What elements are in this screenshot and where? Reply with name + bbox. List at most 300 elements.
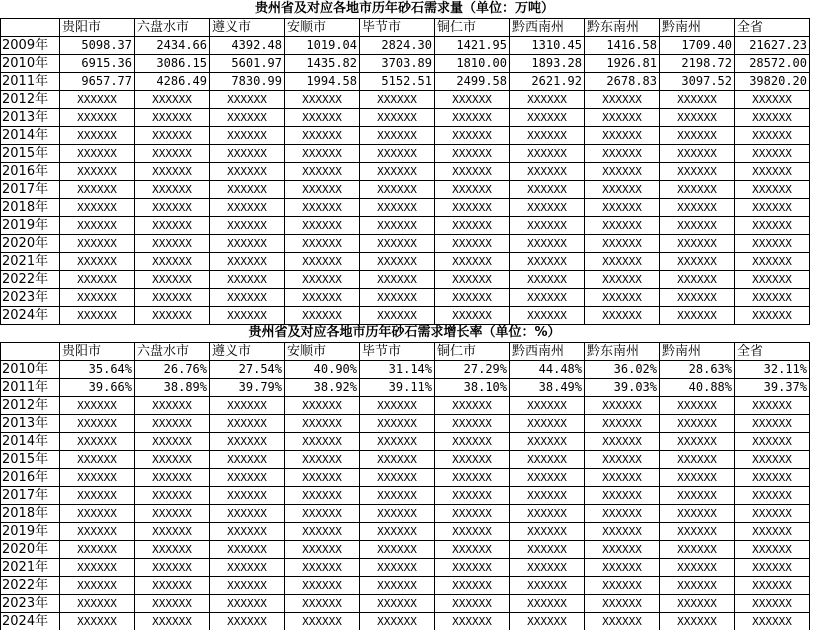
value-cell[interactable]: 5098.37: [60, 37, 135, 55]
value-cell[interactable]: XXXXXX: [285, 235, 360, 253]
value-cell[interactable]: XXXXXX: [60, 469, 135, 487]
column-header-cell[interactable]: 黔东南州: [585, 343, 660, 361]
value-cell[interactable]: XXXXXX: [660, 145, 735, 163]
value-cell[interactable]: 39820.20: [735, 73, 810, 91]
value-cell[interactable]: XXXXXX: [210, 217, 285, 235]
value-cell[interactable]: XXXXXX: [735, 109, 810, 127]
value-cell[interactable]: XXXXXX: [60, 433, 135, 451]
corner-cell[interactable]: [1, 343, 60, 361]
value-cell[interactable]: XXXXXX: [435, 415, 510, 433]
value-cell[interactable]: XXXXXX: [735, 289, 810, 307]
value-cell[interactable]: XXXXXX: [435, 451, 510, 469]
value-cell[interactable]: XXXXXX: [285, 559, 360, 577]
value-cell[interactable]: 9657.77: [60, 73, 135, 91]
value-cell[interactable]: 2824.30: [360, 37, 435, 55]
value-cell[interactable]: XXXXXX: [210, 469, 285, 487]
value-cell[interactable]: XXXXXX: [660, 181, 735, 199]
value-cell[interactable]: 1810.00: [435, 55, 510, 73]
value-cell[interactable]: XXXXXX: [660, 505, 735, 523]
value-cell[interactable]: XXXXXX: [585, 199, 660, 217]
year-cell[interactable]: 2010年: [1, 55, 60, 73]
value-cell[interactable]: XXXXXX: [360, 127, 435, 145]
value-cell[interactable]: 38.10%: [435, 379, 510, 397]
value-cell[interactable]: 35.64%: [60, 361, 135, 379]
value-cell[interactable]: XXXXXX: [585, 559, 660, 577]
year-cell[interactable]: 2009年: [1, 37, 60, 55]
value-cell[interactable]: XXXXXX: [285, 577, 360, 595]
value-cell[interactable]: XXXXXX: [60, 127, 135, 145]
value-cell[interactable]: XXXXXX: [135, 217, 210, 235]
value-cell[interactable]: XXXXXX: [135, 577, 210, 595]
value-cell[interactable]: XXXXXX: [585, 451, 660, 469]
value-cell[interactable]: 1310.45: [510, 37, 585, 55]
value-cell[interactable]: 38.92%: [285, 379, 360, 397]
value-cell[interactable]: XXXXXX: [510, 109, 585, 127]
value-cell[interactable]: XXXXXX: [660, 433, 735, 451]
value-cell[interactable]: XXXXXX: [585, 523, 660, 541]
value-cell[interactable]: 3097.52: [660, 73, 735, 91]
value-cell[interactable]: XXXXXX: [210, 235, 285, 253]
year-cell[interactable]: 2019年: [1, 217, 60, 235]
value-cell[interactable]: XXXXXX: [285, 217, 360, 235]
value-cell[interactable]: XXXXXX: [510, 181, 585, 199]
column-header-cell[interactable]: 贵阳市: [60, 343, 135, 361]
value-cell[interactable]: XXXXXX: [285, 145, 360, 163]
value-cell[interactable]: XXXXXX: [60, 289, 135, 307]
value-cell[interactable]: XXXXXX: [360, 289, 435, 307]
value-cell[interactable]: XXXXXX: [585, 613, 660, 631]
value-cell[interactable]: XXXXXX: [585, 397, 660, 415]
value-cell[interactable]: XXXXXX: [660, 523, 735, 541]
value-cell[interactable]: XXXXXX: [285, 289, 360, 307]
value-cell[interactable]: XXXXXX: [435, 397, 510, 415]
value-cell[interactable]: XXXXXX: [735, 217, 810, 235]
value-cell[interactable]: XXXXXX: [360, 541, 435, 559]
value-cell[interactable]: XXXXXX: [135, 613, 210, 631]
value-cell[interactable]: XXXXXX: [435, 163, 510, 181]
value-cell[interactable]: XXXXXX: [435, 613, 510, 631]
value-cell[interactable]: XXXXXX: [285, 397, 360, 415]
value-cell[interactable]: XXXXXX: [135, 307, 210, 325]
value-cell[interactable]: 1416.58: [585, 37, 660, 55]
column-header-cell[interactable]: 黔南州: [660, 343, 735, 361]
value-cell[interactable]: XXXXXX: [135, 199, 210, 217]
value-cell[interactable]: XXXXXX: [510, 217, 585, 235]
value-cell[interactable]: XXXXXX: [285, 505, 360, 523]
value-cell[interactable]: XXXXXX: [210, 577, 285, 595]
value-cell[interactable]: XXXXXX: [210, 127, 285, 145]
value-cell[interactable]: XXXXXX: [510, 433, 585, 451]
value-cell[interactable]: XXXXXX: [210, 559, 285, 577]
value-cell[interactable]: XXXXXX: [510, 271, 585, 289]
year-cell[interactable]: 2017年: [1, 181, 60, 199]
value-cell[interactable]: XXXXXX: [510, 469, 585, 487]
value-cell[interactable]: XXXXXX: [135, 505, 210, 523]
value-cell[interactable]: XXXXXX: [210, 397, 285, 415]
value-cell[interactable]: XXXXXX: [735, 415, 810, 433]
year-cell[interactable]: 2018年: [1, 199, 60, 217]
value-cell[interactable]: XXXXXX: [735, 397, 810, 415]
value-cell[interactable]: 40.88%: [660, 379, 735, 397]
year-cell[interactable]: 2019年: [1, 523, 60, 541]
value-cell[interactable]: XXXXXX: [660, 127, 735, 145]
value-cell[interactable]: XXXXXX: [735, 541, 810, 559]
column-header-cell[interactable]: 安顺市: [285, 343, 360, 361]
value-cell[interactable]: XXXXXX: [435, 523, 510, 541]
value-cell[interactable]: XXXXXX: [585, 163, 660, 181]
value-cell[interactable]: XXXXXX: [660, 109, 735, 127]
value-cell[interactable]: XXXXXX: [210, 181, 285, 199]
value-cell[interactable]: XXXXXX: [585, 577, 660, 595]
value-cell[interactable]: XXXXXX: [210, 487, 285, 505]
value-cell[interactable]: XXXXXX: [135, 181, 210, 199]
value-cell[interactable]: XXXXXX: [135, 127, 210, 145]
value-cell[interactable]: XXXXXX: [210, 595, 285, 613]
value-cell[interactable]: XXXXXX: [60, 91, 135, 109]
value-cell[interactable]: XXXXXX: [60, 415, 135, 433]
value-cell[interactable]: XXXXXX: [360, 577, 435, 595]
value-cell[interactable]: XXXXXX: [435, 289, 510, 307]
column-header-cell[interactable]: 全省: [735, 343, 810, 361]
value-cell[interactable]: XXXXXX: [60, 577, 135, 595]
year-cell[interactable]: 2021年: [1, 253, 60, 271]
value-cell[interactable]: XXXXXX: [510, 505, 585, 523]
value-cell[interactable]: XXXXXX: [285, 199, 360, 217]
value-cell[interactable]: XXXXXX: [360, 217, 435, 235]
value-cell[interactable]: XXXXXX: [285, 523, 360, 541]
value-cell[interactable]: XXXXXX: [60, 181, 135, 199]
value-cell[interactable]: XXXXXX: [135, 253, 210, 271]
value-cell[interactable]: XXXXXX: [435, 433, 510, 451]
column-header-cell[interactable]: 黔西南州: [510, 19, 585, 37]
value-cell[interactable]: XXXXXX: [135, 487, 210, 505]
value-cell[interactable]: XXXXXX: [735, 253, 810, 271]
column-header-cell[interactable]: 毕节市: [360, 343, 435, 361]
value-cell[interactable]: XXXXXX: [585, 109, 660, 127]
value-cell[interactable]: XXXXXX: [210, 253, 285, 271]
year-cell[interactable]: 2020年: [1, 235, 60, 253]
value-cell[interactable]: XXXXXX: [360, 397, 435, 415]
value-cell[interactable]: XXXXXX: [735, 127, 810, 145]
value-cell[interactable]: XXXXXX: [660, 541, 735, 559]
column-header-cell[interactable]: 六盘水市: [135, 343, 210, 361]
value-cell[interactable]: XXXXXX: [510, 307, 585, 325]
value-cell[interactable]: XXXXXX: [360, 469, 435, 487]
value-cell[interactable]: 39.37%: [735, 379, 810, 397]
value-cell[interactable]: 39.66%: [60, 379, 135, 397]
value-cell[interactable]: XXXXXX: [435, 181, 510, 199]
value-cell[interactable]: 38.49%: [510, 379, 585, 397]
value-cell[interactable]: 36.02%: [585, 361, 660, 379]
value-cell[interactable]: XXXXXX: [210, 433, 285, 451]
value-cell[interactable]: XXXXXX: [585, 217, 660, 235]
value-cell[interactable]: XXXXXX: [435, 253, 510, 271]
value-cell[interactable]: XXXXXX: [435, 577, 510, 595]
value-cell[interactable]: 28.63%: [660, 361, 735, 379]
value-cell[interactable]: XXXXXX: [60, 145, 135, 163]
value-cell[interactable]: 32.11%: [735, 361, 810, 379]
column-header-cell[interactable]: 毕节市: [360, 19, 435, 37]
value-cell[interactable]: XXXXXX: [510, 127, 585, 145]
value-cell[interactable]: XXXXXX: [360, 181, 435, 199]
value-cell[interactable]: XXXXXX: [660, 235, 735, 253]
value-cell[interactable]: XXXXXX: [735, 469, 810, 487]
value-cell[interactable]: 39.79%: [210, 379, 285, 397]
value-cell[interactable]: XXXXXX: [510, 451, 585, 469]
value-cell[interactable]: XXXXXX: [435, 487, 510, 505]
year-cell[interactable]: 2015年: [1, 145, 60, 163]
year-cell[interactable]: 2023年: [1, 289, 60, 307]
value-cell[interactable]: XXXXXX: [135, 559, 210, 577]
value-cell[interactable]: XXXXXX: [360, 271, 435, 289]
value-cell[interactable]: XXXXXX: [360, 523, 435, 541]
value-cell[interactable]: XXXXXX: [510, 91, 585, 109]
year-cell[interactable]: 2011年: [1, 73, 60, 91]
value-cell[interactable]: XXXXXX: [585, 271, 660, 289]
value-cell[interactable]: 3703.89: [360, 55, 435, 73]
year-cell[interactable]: 2015年: [1, 451, 60, 469]
value-cell[interactable]: XXXXXX: [660, 289, 735, 307]
value-cell[interactable]: XXXXXX: [210, 289, 285, 307]
value-cell[interactable]: 2499.58: [435, 73, 510, 91]
value-cell[interactable]: XXXXXX: [510, 145, 585, 163]
value-cell[interactable]: XXXXXX: [60, 109, 135, 127]
value-cell[interactable]: XXXXXX: [360, 91, 435, 109]
value-cell[interactable]: XXXXXX: [285, 271, 360, 289]
value-cell[interactable]: XXXXXX: [510, 163, 585, 181]
value-cell[interactable]: XXXXXX: [585, 235, 660, 253]
value-cell[interactable]: XXXXXX: [135, 91, 210, 109]
value-cell[interactable]: XXXXXX: [660, 469, 735, 487]
value-cell[interactable]: XXXXXX: [285, 91, 360, 109]
value-cell[interactable]: 4286.49: [135, 73, 210, 91]
value-cell[interactable]: XXXXXX: [135, 145, 210, 163]
value-cell[interactable]: 39.03%: [585, 379, 660, 397]
column-header-cell[interactable]: 全省: [735, 19, 810, 37]
value-cell[interactable]: XXXXXX: [135, 415, 210, 433]
value-cell[interactable]: XXXXXX: [135, 451, 210, 469]
value-cell[interactable]: 1893.28: [510, 55, 585, 73]
value-cell[interactable]: XXXXXX: [285, 127, 360, 145]
value-cell[interactable]: XXXXXX: [435, 307, 510, 325]
value-cell[interactable]: XXXXXX: [435, 91, 510, 109]
value-cell[interactable]: 2198.72: [660, 55, 735, 73]
value-cell[interactable]: XXXXXX: [585, 307, 660, 325]
year-cell[interactable]: 2024年: [1, 307, 60, 325]
value-cell[interactable]: XXXXXX: [585, 415, 660, 433]
value-cell[interactable]: XXXXXX: [135, 541, 210, 559]
value-cell[interactable]: 7830.99: [210, 73, 285, 91]
value-cell[interactable]: XXXXXX: [285, 253, 360, 271]
value-cell[interactable]: XXXXXX: [360, 253, 435, 271]
value-cell[interactable]: XXXXXX: [435, 271, 510, 289]
value-cell[interactable]: XXXXXX: [285, 415, 360, 433]
value-cell[interactable]: XXXXXX: [60, 523, 135, 541]
value-cell[interactable]: XXXXXX: [60, 199, 135, 217]
value-cell[interactable]: XXXXXX: [360, 451, 435, 469]
year-cell[interactable]: 2010年: [1, 361, 60, 379]
value-cell[interactable]: XXXXXX: [435, 235, 510, 253]
value-cell[interactable]: XXXXXX: [135, 523, 210, 541]
value-cell[interactable]: 40.90%: [285, 361, 360, 379]
value-cell[interactable]: XXXXXX: [585, 181, 660, 199]
year-cell[interactable]: 2013年: [1, 415, 60, 433]
value-cell[interactable]: XXXXXX: [735, 307, 810, 325]
value-cell[interactable]: XXXXXX: [210, 307, 285, 325]
value-cell[interactable]: 2621.92: [510, 73, 585, 91]
value-cell[interactable]: 1435.82: [285, 55, 360, 73]
value-cell[interactable]: XXXXXX: [360, 199, 435, 217]
value-cell[interactable]: XXXXXX: [435, 541, 510, 559]
year-cell[interactable]: 2024年: [1, 613, 60, 631]
value-cell[interactable]: 4392.48: [210, 37, 285, 55]
value-cell[interactable]: XXXXXX: [510, 289, 585, 307]
value-cell[interactable]: XXXXXX: [660, 307, 735, 325]
value-cell[interactable]: XXXXXX: [585, 469, 660, 487]
value-cell[interactable]: XXXXXX: [135, 109, 210, 127]
value-cell[interactable]: XXXXXX: [285, 613, 360, 631]
value-cell[interactable]: XXXXXX: [360, 559, 435, 577]
column-header-cell[interactable]: 铜仁市: [435, 19, 510, 37]
year-cell[interactable]: 2013年: [1, 109, 60, 127]
value-cell[interactable]: XXXXXX: [660, 271, 735, 289]
value-cell[interactable]: 27.54%: [210, 361, 285, 379]
value-cell[interactable]: XXXXXX: [60, 559, 135, 577]
value-cell[interactable]: XXXXXX: [60, 307, 135, 325]
value-cell[interactable]: XXXXXX: [285, 181, 360, 199]
value-cell[interactable]: XXXXXX: [660, 613, 735, 631]
value-cell[interactable]: XXXXXX: [660, 199, 735, 217]
year-cell[interactable]: 2014年: [1, 127, 60, 145]
value-cell[interactable]: XXXXXX: [435, 145, 510, 163]
value-cell[interactable]: XXXXXX: [285, 541, 360, 559]
value-cell[interactable]: XXXXXX: [360, 595, 435, 613]
value-cell[interactable]: XXXXXX: [510, 613, 585, 631]
value-cell[interactable]: XXXXXX: [285, 451, 360, 469]
value-cell[interactable]: XXXXXX: [135, 469, 210, 487]
value-cell[interactable]: XXXXXX: [660, 91, 735, 109]
value-cell[interactable]: XXXXXX: [510, 577, 585, 595]
value-cell[interactable]: XXXXXX: [210, 271, 285, 289]
value-cell[interactable]: XXXXXX: [735, 523, 810, 541]
value-cell[interactable]: XXXXXX: [735, 181, 810, 199]
value-cell[interactable]: XXXXXX: [60, 451, 135, 469]
value-cell[interactable]: XXXXXX: [210, 541, 285, 559]
value-cell[interactable]: XXXXXX: [735, 271, 810, 289]
year-cell[interactable]: 2020年: [1, 541, 60, 559]
year-cell[interactable]: 2016年: [1, 163, 60, 181]
value-cell[interactable]: XXXXXX: [285, 163, 360, 181]
value-cell[interactable]: XXXXXX: [735, 91, 810, 109]
value-cell[interactable]: XXXXXX: [660, 415, 735, 433]
value-cell[interactable]: XXXXXX: [510, 397, 585, 415]
value-cell[interactable]: XXXXXX: [135, 397, 210, 415]
year-cell[interactable]: 2012年: [1, 397, 60, 415]
column-header-cell[interactable]: 黔东南州: [585, 19, 660, 37]
column-header-cell[interactable]: 铜仁市: [435, 343, 510, 361]
column-header-cell[interactable]: 遵义市: [210, 19, 285, 37]
value-cell[interactable]: XXXXXX: [585, 433, 660, 451]
value-cell[interactable]: 1019.04: [285, 37, 360, 55]
value-cell[interactable]: XXXXXX: [735, 433, 810, 451]
value-cell[interactable]: XXXXXX: [735, 199, 810, 217]
value-cell[interactable]: XXXXXX: [285, 595, 360, 613]
value-cell[interactable]: XXXXXX: [435, 199, 510, 217]
value-cell[interactable]: XXXXXX: [585, 253, 660, 271]
value-cell[interactable]: XXXXXX: [735, 577, 810, 595]
year-cell[interactable]: 2018年: [1, 505, 60, 523]
year-cell[interactable]: 2021年: [1, 559, 60, 577]
value-cell[interactable]: XXXXXX: [660, 487, 735, 505]
value-cell[interactable]: XXXXXX: [510, 487, 585, 505]
value-cell[interactable]: XXXXXX: [585, 145, 660, 163]
value-cell[interactable]: 6915.36: [60, 55, 135, 73]
value-cell[interactable]: XXXXXX: [435, 127, 510, 145]
value-cell[interactable]: 26.76%: [135, 361, 210, 379]
value-cell[interactable]: XXXXXX: [660, 595, 735, 613]
year-cell[interactable]: 2016年: [1, 469, 60, 487]
year-cell[interactable]: 2023年: [1, 595, 60, 613]
value-cell[interactable]: 27.29%: [435, 361, 510, 379]
value-cell[interactable]: XXXXXX: [210, 91, 285, 109]
value-cell[interactable]: XXXXXX: [285, 433, 360, 451]
value-cell[interactable]: XXXXXX: [360, 613, 435, 631]
value-cell[interactable]: 44.48%: [510, 361, 585, 379]
value-cell[interactable]: XXXXXX: [510, 415, 585, 433]
column-header-cell[interactable]: 安顺市: [285, 19, 360, 37]
value-cell[interactable]: 2678.83: [585, 73, 660, 91]
value-cell[interactable]: XXXXXX: [360, 109, 435, 127]
year-cell[interactable]: 2017年: [1, 487, 60, 505]
value-cell[interactable]: XXXXXX: [60, 613, 135, 631]
value-cell[interactable]: XXXXXX: [660, 163, 735, 181]
year-cell[interactable]: 2022年: [1, 271, 60, 289]
value-cell[interactable]: XXXXXX: [135, 163, 210, 181]
value-cell[interactable]: XXXXXX: [510, 523, 585, 541]
value-cell[interactable]: XXXXXX: [735, 595, 810, 613]
value-cell[interactable]: XXXXXX: [210, 145, 285, 163]
value-cell[interactable]: XXXXXX: [585, 595, 660, 613]
value-cell[interactable]: XXXXXX: [135, 271, 210, 289]
value-cell[interactable]: 39.11%: [360, 379, 435, 397]
value-cell[interactable]: XXXXXX: [585, 487, 660, 505]
value-cell[interactable]: XXXXXX: [660, 451, 735, 469]
value-cell[interactable]: XXXXXX: [210, 109, 285, 127]
value-cell[interactable]: XXXXXX: [285, 307, 360, 325]
value-cell[interactable]: XXXXXX: [360, 235, 435, 253]
value-cell[interactable]: XXXXXX: [735, 235, 810, 253]
value-cell[interactable]: 5152.51: [360, 73, 435, 91]
value-cell[interactable]: XXXXXX: [510, 595, 585, 613]
value-cell[interactable]: 38.89%: [135, 379, 210, 397]
value-cell[interactable]: XXXXXX: [210, 451, 285, 469]
value-cell[interactable]: XXXXXX: [360, 487, 435, 505]
value-cell[interactable]: XXXXXX: [60, 235, 135, 253]
value-cell[interactable]: XXXXXX: [510, 235, 585, 253]
value-cell[interactable]: 3086.15: [135, 55, 210, 73]
value-cell[interactable]: XXXXXX: [735, 163, 810, 181]
value-cell[interactable]: XXXXXX: [585, 127, 660, 145]
value-cell[interactable]: XXXXXX: [60, 163, 135, 181]
year-cell[interactable]: 2012年: [1, 91, 60, 109]
value-cell[interactable]: XXXXXX: [360, 433, 435, 451]
value-cell[interactable]: XXXXXX: [435, 595, 510, 613]
column-header-cell[interactable]: 黔西南州: [510, 343, 585, 361]
value-cell[interactable]: XXXXXX: [135, 595, 210, 613]
value-cell[interactable]: XXXXXX: [660, 559, 735, 577]
year-cell[interactable]: 2014年: [1, 433, 60, 451]
value-cell[interactable]: XXXXXX: [510, 253, 585, 271]
